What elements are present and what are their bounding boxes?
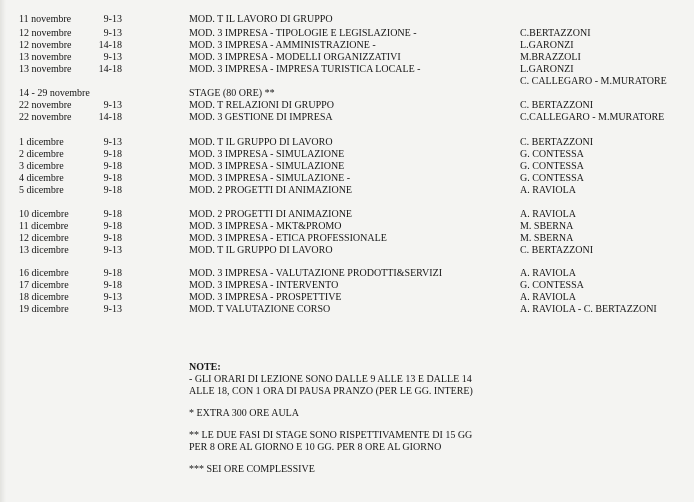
row-time: 9-13 [103,245,122,256]
row-module: MOD. T IL GRUPPO DI LAVORO [189,245,333,256]
row-time: 9-13 [103,100,122,111]
row-module: MOD. 3 IMPRESA - SIMULAZIONE [189,161,345,172]
schedule-row [0,149,694,161]
notes-title: NOTE: [189,362,221,373]
row-date: 12 novembre [19,40,72,51]
row-module: MOD. 2 PROGETTI DI ANIMAZIONE [189,185,353,196]
row-module: MOD. 3 IMPRESA - PROSPETTIVE [189,292,342,303]
row-teacher: G. CONTESSA [520,280,584,291]
row-module: MOD. 3 IMPRESA - MODELLI ORGANIZZATIVI [189,52,401,63]
row-time: 9-18 [103,149,122,160]
notes-stage: ** LE DUE FASI DI STAGE SONO RISPETTIVAMENTE DI 15 GG [189,430,473,441]
row-teacher: C. BERTAZZONI [520,100,594,111]
row-time: 9-13 [103,28,122,39]
row-date: 18 dicembre [19,292,69,303]
row-teacher: M.BRAZZOLI [520,52,581,63]
row-module: MOD. T IL LAVORO DI GRUPPO [189,14,333,25]
schedule-row [0,28,694,40]
row-module: MOD. 3 IMPRESA - ETICA PROFESSIONALE [189,233,387,244]
row-time: 9-13 [103,292,122,303]
row-module: STAGE (80 ORE) ** [189,88,275,99]
row-module: MOD. 3 GESTIONE DI IMPRESA [189,112,333,123]
row-teacher: C.BERTAZZONI [520,28,591,39]
row-date: 13 novembre [19,64,72,75]
schedule-row [0,185,694,197]
schedule-row [0,100,694,112]
row-teacher: A. RAVIOLA [520,209,576,220]
row-date: 12 dicembre [19,233,69,244]
row-time: 9-18 [103,233,122,244]
row-time: 9-18 [103,173,122,184]
row-module: MOD. 3 IMPRESA - SIMULAZIONE - [189,173,351,184]
row-teacher: C. BERTAZZONI [520,245,594,256]
schedule-row [0,292,694,304]
schedule-row [0,233,694,245]
row-teacher: C. BERTAZZONI [520,137,594,148]
schedule-row [0,304,694,316]
schedule-row [0,268,694,280]
row-date: 10 dicembre [19,209,69,220]
schedule-row [0,88,694,100]
schedule-row [0,14,694,26]
row-time: 14-18 [98,40,122,51]
row-date: 14 - 29 novembre [19,88,90,99]
row-date: 22 novembre [19,112,72,123]
schedule-row [0,40,694,52]
row-teacher: L.GARONZI [520,40,574,51]
schedule-row [0,209,694,221]
row-teacher: L.GARONZI [520,64,574,75]
row-time: 9-18 [103,209,122,220]
row-time: 9-18 [103,185,122,196]
row-time: 14-18 [98,64,122,75]
notes-line: ALLE 18, CON 1 ORA DI PAUSA PRANZO (PER LE GG. INTERE) [189,386,473,397]
row-module: MOD. 3 IMPRESA - SIMULAZIONE [189,149,345,160]
row-teacher: C. CALLEGARO - M.MURATORE [520,76,667,87]
row-module: MOD. 3 IMPRESA - AMMINISTRAZIONE - [189,40,376,51]
row-teacher: C.CALLEGARO - M.MURATORE [520,112,665,123]
row-date: 16 dicembre [19,268,69,279]
row-date: 12 novembre [19,28,72,39]
notes-extra: * EXTRA 300 ORE AULA [189,408,299,419]
row-teacher: G. CONTESSA [520,173,584,184]
row-date: 2 dicembre [19,149,64,160]
row-teacher: A. RAVIOLA [520,292,576,303]
row-teacher: G. CONTESSA [520,161,584,172]
row-date: 19 dicembre [19,304,69,315]
row-teacher: A. RAVIOLA - C. BERTAZZONI [520,304,657,315]
row-module: MOD. 3 IMPRESA - INTERVENTO [189,280,339,291]
row-time: 9-18 [103,268,122,279]
row-module: MOD. 3 IMPRESA - IMPRESA TURISTICA LOCALE - [189,64,421,75]
row-module: MOD. T VALUTAZIONE CORSO [189,304,331,315]
schedule-row [0,161,694,173]
notes-hours: *** SEI ORE COMPLESSIVE [189,464,315,475]
notes-block [189,362,519,476]
row-teacher: G. CONTESSA [520,149,584,160]
row-date: 11 novembre [19,14,72,25]
row-teacher: A. RAVIOLA [520,268,576,279]
row-module: MOD. T RELAZIONI DI GRUPPO [189,100,334,111]
row-date: 1 dicembre [19,137,64,148]
row-module: MOD. T IL GRUPPO DI LAVORO [189,137,333,148]
schedule-row [0,173,694,185]
row-date: 5 dicembre [19,185,64,196]
row-date: 4 dicembre [19,173,64,184]
schedule-row [0,64,694,76]
row-date: 3 dicembre [19,161,64,172]
schedule-row [0,112,694,124]
notes-stage: PER 8 ORE AL GIORNO E 10 GG. PER 8 ORE AL GIORNO [189,442,442,453]
row-date: 22 novembre [19,100,72,111]
row-module: MOD. 3 IMPRESA - VALUTAZIONE PRODOTTI&SERVIZI [189,268,443,279]
row-date: 11 dicembre [19,221,69,232]
schedule-row [0,137,694,149]
row-time: 9-13 [103,137,122,148]
schedule-row [0,52,694,64]
row-module: MOD. 3 IMPRESA - TIPOLOGIE E LEGISLAZIONE - [189,28,417,39]
row-time: 9-13 [103,52,122,63]
schedule-row [0,245,694,257]
row-module: MOD. 3 IMPRESA - MKT&PROMO [189,221,342,232]
row-date: 13 dicembre [19,245,69,256]
row-date: 17 dicembre [19,280,69,291]
row-module: MOD. 2 PROGETTI DI ANIMAZIONE [189,209,353,220]
row-time: 9-13 [103,14,122,25]
row-teacher: M. SBERNA [520,221,574,232]
row-date: 13 novembre [19,52,72,63]
row-time: 9-18 [103,280,122,291]
schedule-row [0,221,694,233]
row-teacher: A. RAVIOLA [520,185,576,196]
schedule-row [0,280,694,292]
row-time: 9-13 [103,304,122,315]
schedule-row [0,76,694,88]
row-time: 9-18 [103,161,122,172]
row-time: 9-18 [103,221,122,232]
row-teacher: M. SBERNA [520,233,574,244]
row-time: 14-18 [98,112,122,123]
notes-line: - GLI ORARI DI LEZIONE SONO DALLE 9 ALLE 13 E DALLE 14 [189,374,472,385]
